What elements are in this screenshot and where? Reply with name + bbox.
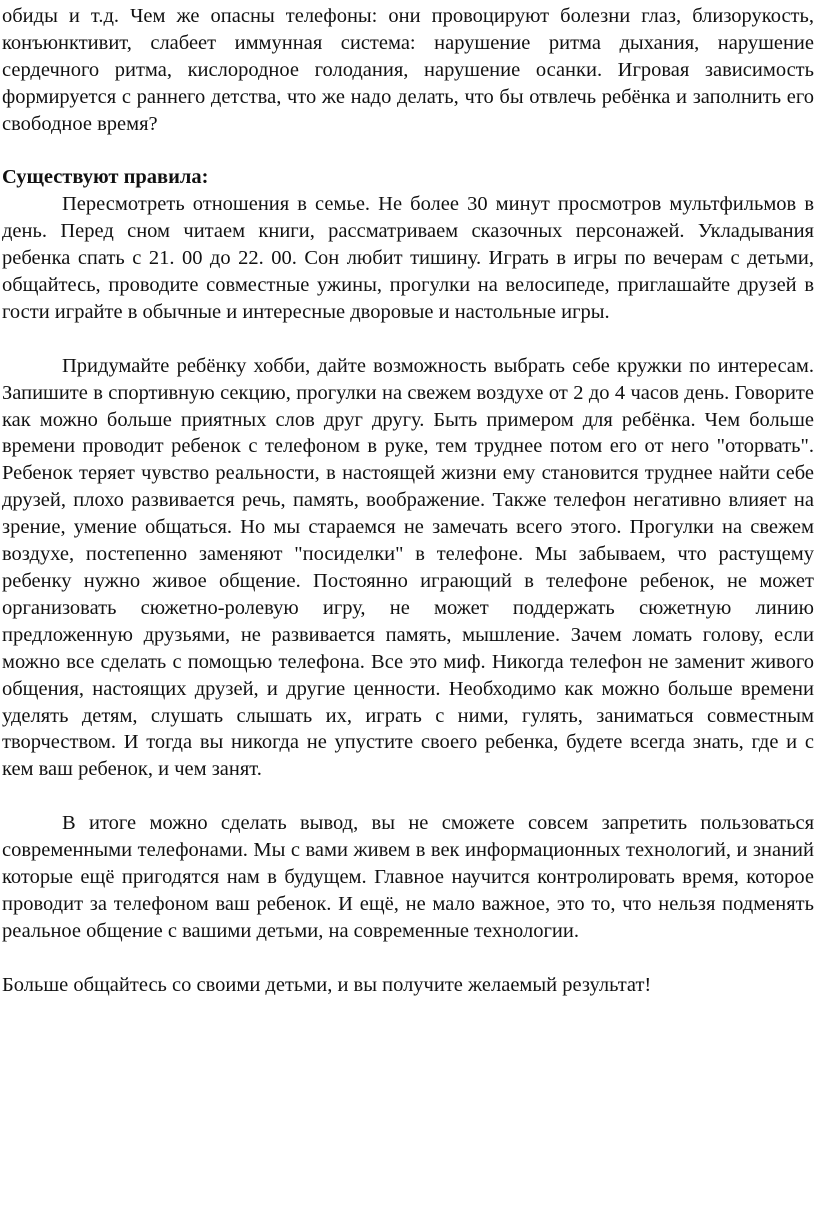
paragraph-rules: Пересмотреть отношения в семье. Не более 30 минут просмотров мультфильмов в день. Перед сном читаем книги, рассматриваем сказочных персонажей. Укладывания ребенка спать с 21. 00 до 22. 00. Сон любит тишину. Играть в игры по вечерам с детьми, общайтесь, проводите совместные ужины, прогулки на велосипеде, приглашайте друзей в гости играйте в обычные и интересные дворовые и настольные игры.	[2, 193, 814, 323]
paragraph-spacer	[2, 783, 814, 810]
paragraph-intro: обиды и т.д. Чем же опасны телефоны: они провоцируют болезни глаз, близорукость, конъюнктивит, слабеет иммунная система: нарушение ритма дыхания, нарушение сердечного ритма, кислородное голодания, нарушение осанки. Игровая зависимость формируется с раннего детства, что же надо делать, что бы отвлечь ребёнка и заполнить его свободное время?	[2, 5, 814, 135]
paragraph-spacer	[2, 326, 814, 353]
paragraph-final: Больше общайтесь со своими детьми, и вы получите желаемый результат!	[2, 973, 652, 996]
heading-rules: Существуют правила:	[2, 166, 209, 189]
paragraph-spacer	[2, 945, 814, 972]
paragraph-conclusion: В итоге можно сделать вывод, вы не сможете совсем запретить пользоваться современными телефонами. Мы с вами живем в век информационных технологий, и знаний которые ещё пригодятся нам в будущем. Главное научится контролировать время, которое проводит за телефоном ваш ребенок. И ещё, не мало важное, это то, что нельзя подменять реальное общение с вашими детьми, на современные технологии.	[2, 812, 814, 942]
paragraph-hobby: Придумайте ребёнку хобби, дайте возможность выбрать себе кружки по интересам. Запишите в спортивную секцию, прогулки на свежем воздухе от 2 до 4 часов день. Говорите как можно больше приятных слов друг другу. Быть примером для ребёнка. Чем больше времени проводит ребенок с телефоном в руке, тем труднее потом его от него "оторвать". Ребенок теряет чувство реальности, в настоящей жизни ему становится труднее найти себе друзей, плохо развивается речь, память, воображение. Также телефон негативно влияет на зрение, умение общаться. Но мы стараемся не замечать всего этого. Прогулки на свежем воздухе, постепенно заменяют "посиделки" в телефоне. Мы забываем, что растущему ребенку нужно живое общение. Постоянно играющий в телефоне ребенок, не может организовать сюжетно-ролевую игру, не может поддержать сюжетную линию предложенную друзьями, не развивается память, мышление. Зачем ломать голову, если можно все сделать с помощью телефона. Все это миф. Никогда телефон не заменит живого общения, настоящих друзей, и другие ценности. Необходимо как можно больше времени уделять детям, слушать слышать их, играть с ними, гулять, заниматься совместным творчеством. И тогда вы никогда не упустите своего ребенка, будете всегда знать, где и с кем ваш ребенок, и чем занят.	[2, 354, 814, 781]
paragraph-spacer	[2, 138, 814, 165]
